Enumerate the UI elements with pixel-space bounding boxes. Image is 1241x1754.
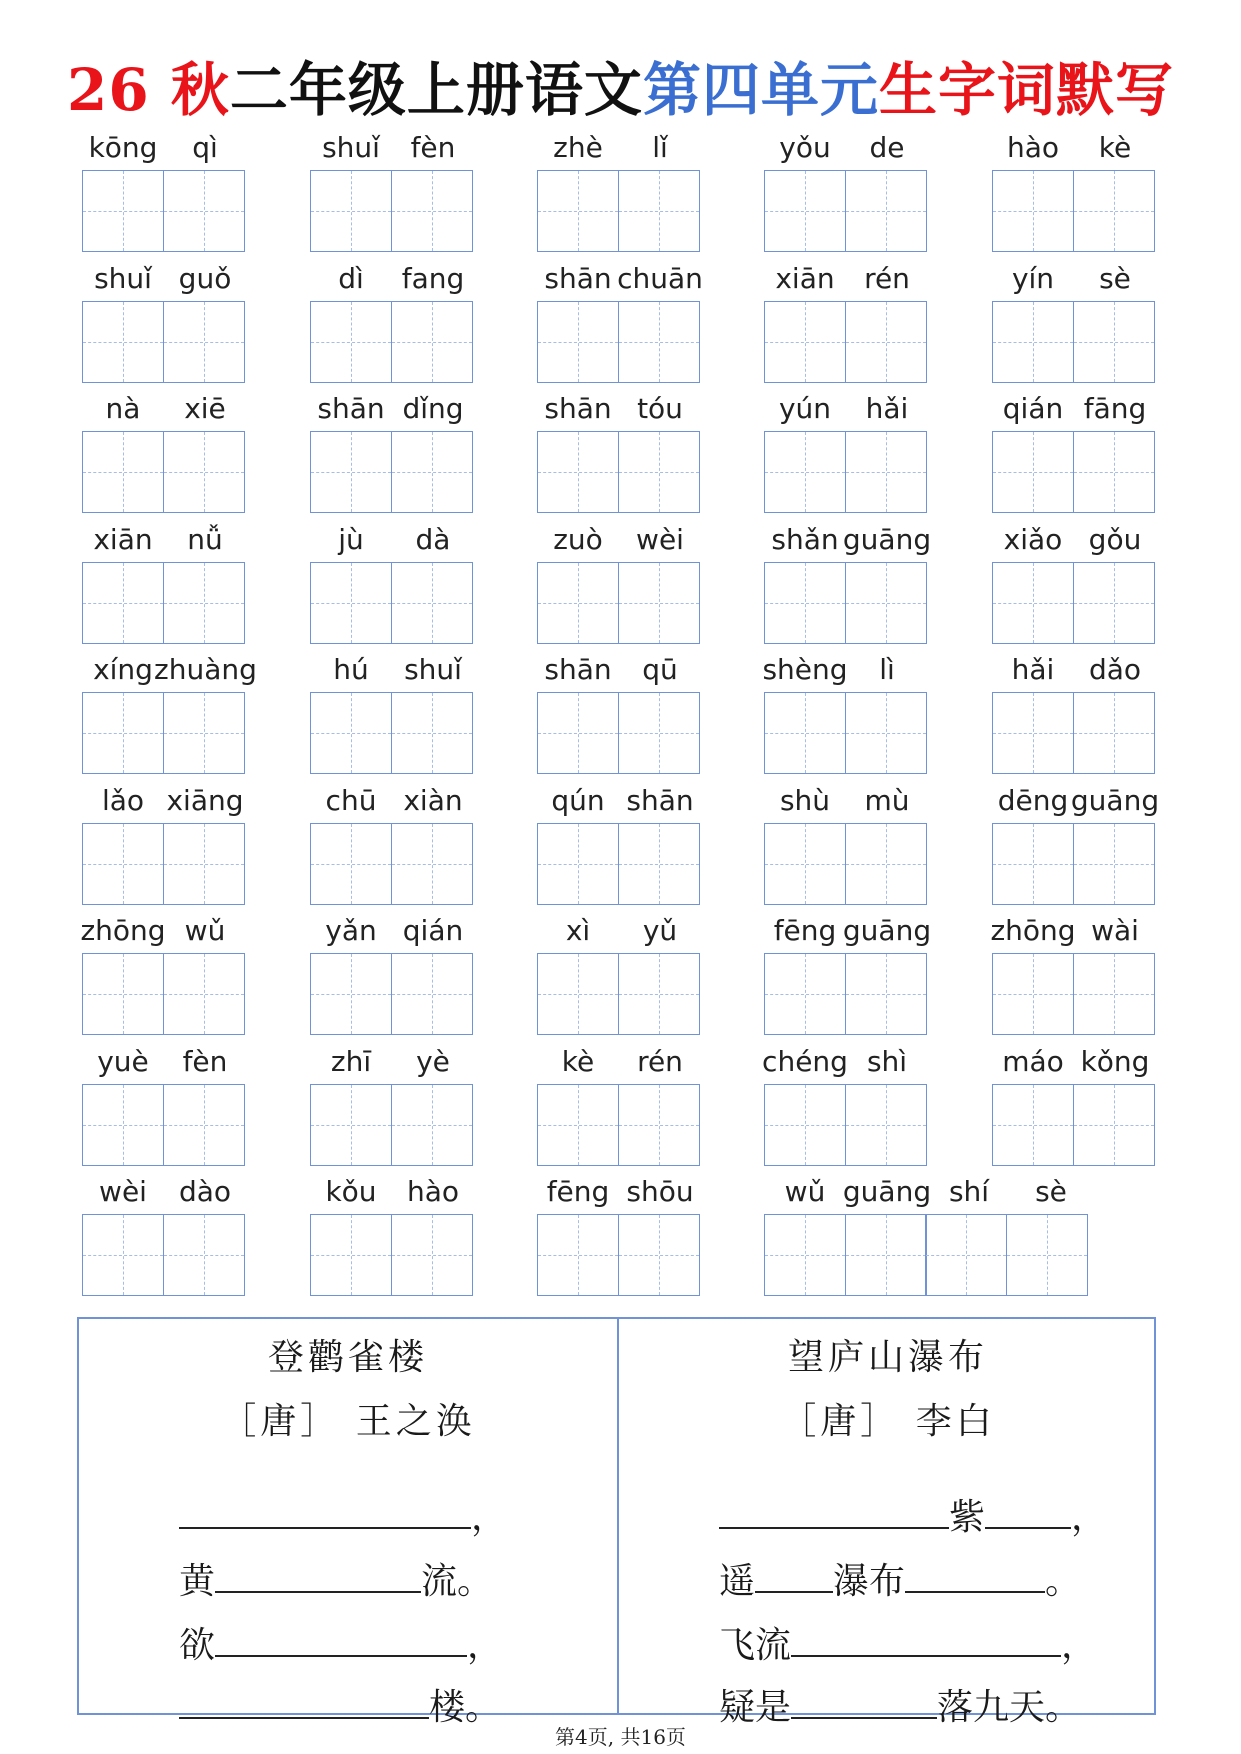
writing-cell[interactable] [537, 823, 619, 905]
writing-cell[interactable] [310, 431, 392, 513]
writing-cell[interactable] [310, 301, 392, 383]
writing-cell[interactable] [82, 1084, 164, 1166]
writing-cell[interactable] [764, 170, 846, 252]
writing-boxes [537, 1214, 698, 1296]
writing-boxes [537, 953, 698, 1035]
writing-boxes [310, 823, 471, 905]
word-item [310, 263, 474, 387]
word-item [82, 263, 246, 387]
word-item [992, 393, 1156, 517]
pinyin-label: zhōng [80, 914, 166, 947]
writing-cell[interactable] [925, 1214, 1007, 1296]
writing-cell[interactable] [82, 953, 164, 1035]
pinyin-label: jù [338, 522, 364, 556]
word-item [82, 653, 257, 778]
pinyin-label: tóu [637, 392, 683, 425]
pinyin-label: dà [415, 522, 451, 556]
writing-cell[interactable] [992, 170, 1074, 252]
writing-cell[interactable] [82, 823, 164, 905]
writing-boxes [537, 823, 698, 905]
pinyin-label: kōng [88, 131, 158, 164]
writing-boxes [310, 170, 471, 252]
writing-boxes [310, 301, 471, 383]
writing-cell[interactable] [82, 562, 164, 644]
writing-cell[interactable] [764, 562, 846, 644]
word-item [82, 1046, 246, 1170]
pinyin-label: chū [325, 783, 377, 817]
word-item [764, 522, 932, 648]
poem-line: 楼。 [179, 1677, 501, 1727]
writing-boxes [310, 953, 471, 1035]
word-item [764, 1176, 1092, 1300]
writing-boxes [992, 431, 1153, 513]
writing-cell[interactable] [845, 1084, 927, 1166]
writing-cell[interactable] [764, 301, 846, 383]
answer-blank[interactable] [215, 1615, 467, 1657]
pinyin-label: yín [1011, 261, 1055, 295]
pinyin-label: guāng [842, 1175, 932, 1208]
writing-cell[interactable] [764, 823, 846, 905]
pinyin-label: qún [551, 783, 605, 817]
writing-cell[interactable] [537, 1084, 619, 1166]
writing-boxes [310, 692, 471, 774]
writing-cell[interactable] [845, 301, 927, 383]
poem-line: 紫 ， [719, 1487, 1107, 1537]
writing-cell[interactable] [310, 823, 392, 905]
pinyin-label: yǎn [325, 914, 377, 947]
writing-cell[interactable] [537, 301, 619, 383]
title-task: 生字词默写 [878, 56, 1174, 124]
pinyin-label: nǚ [187, 522, 223, 556]
writing-cell[interactable] [1073, 431, 1155, 513]
writing-cell[interactable] [1073, 953, 1155, 1035]
pinyin-label: hǎi [1011, 653, 1055, 686]
pinyin-label: kè [1098, 131, 1132, 164]
pinyin-label: yè [416, 1044, 450, 1078]
poem-line: 黄 流。 [179, 1551, 493, 1601]
pinyin-label: dǐng [402, 392, 464, 425]
writing-cell[interactable] [82, 431, 164, 513]
pinyin-label: xiāng [166, 783, 244, 817]
writing-boxes [310, 1084, 471, 1166]
writing-cell[interactable] [537, 170, 619, 252]
writing-boxes [82, 953, 243, 1035]
writing-cell[interactable] [310, 953, 392, 1035]
answer-blank[interactable] [905, 1551, 1045, 1593]
word-item [537, 393, 701, 517]
writing-cell[interactable] [1073, 692, 1155, 774]
writing-cell[interactable] [391, 170, 473, 252]
pinyin-label: nà [105, 392, 141, 425]
word-item [82, 393, 246, 517]
pinyin-label: guāng [842, 522, 932, 556]
pinyin-label: kè [561, 1044, 595, 1078]
writing-cell[interactable] [537, 562, 619, 644]
pinyin-label: rén [864, 261, 910, 295]
answer-blank[interactable] [791, 1615, 1061, 1657]
pinyin-label: dào [178, 1175, 232, 1208]
writing-cell[interactable] [1073, 823, 1155, 905]
title-year: 26 秋 [67, 56, 230, 124]
writing-boxes [764, 301, 925, 383]
writing-cell[interactable] [391, 692, 473, 774]
pinyin-label: qū [642, 653, 678, 686]
pinyin-label: hào [1006, 131, 1060, 164]
pinyin-label: yún [778, 392, 832, 425]
poem-line: 遥 瀑布 。 [719, 1551, 1081, 1601]
writing-cell[interactable] [618, 953, 700, 1035]
writing-boxes [82, 170, 243, 252]
pinyin-label: qián [402, 914, 464, 947]
writing-cell[interactable] [764, 692, 846, 774]
pinyin-label: shèng [762, 653, 848, 686]
writing-boxes [82, 431, 243, 513]
pinyin-label: dǎo [1088, 653, 1142, 686]
writing-boxes [82, 1214, 243, 1296]
writing-cell[interactable] [163, 562, 245, 644]
pinyin-label: shí [948, 1175, 990, 1208]
writing-boxes [764, 170, 925, 252]
writing-boxes [992, 562, 1153, 644]
writing-boxes [764, 562, 925, 644]
pinyin-label: zhī [330, 1044, 372, 1078]
poem-section [77, 1317, 1156, 1728]
poem-title: 登鹳雀楼 [267, 1337, 428, 1378]
writing-cell[interactable] [82, 1214, 164, 1296]
writing-cell[interactable] [618, 431, 700, 513]
writing-cell[interactable] [845, 170, 927, 252]
writing-cell[interactable] [163, 170, 245, 252]
word-item [992, 915, 1156, 1039]
pinyin-label: yǔ [642, 914, 678, 947]
word-item [310, 1046, 474, 1170]
pinyin-label: gǒu [1088, 522, 1142, 556]
word-item [992, 1046, 1156, 1170]
writing-boxes [537, 431, 698, 513]
word-item [310, 132, 474, 256]
word-item [82, 915, 246, 1039]
writing-cell[interactable] [992, 692, 1074, 774]
writing-boxes [992, 823, 1153, 905]
answer-blank[interactable] [215, 1551, 421, 1593]
pinyin-label: máo [1002, 1044, 1064, 1078]
writing-cell[interactable] [845, 562, 927, 644]
pinyin-label: yuè [97, 1044, 149, 1078]
writing-cell[interactable] [391, 431, 473, 513]
writing-cell[interactable] [310, 170, 392, 252]
writing-cell[interactable] [310, 1084, 392, 1166]
pinyin-label: shù [779, 783, 831, 817]
word-item [537, 263, 701, 387]
word-item [992, 783, 1160, 909]
writing-boxes [764, 1214, 1086, 1296]
poem-line: 飞流 ， [719, 1615, 1097, 1665]
word-item [992, 524, 1156, 648]
pinyin-label: lǎo [101, 783, 145, 817]
writing-cell[interactable] [391, 1214, 473, 1296]
pinyin-label: shān [317, 392, 385, 425]
pinyin-label: xiē [184, 392, 226, 425]
pinyin-label: zhōng [990, 914, 1076, 947]
word-item [82, 785, 246, 909]
page-footer: 第4页, 共16页 [555, 1725, 686, 1749]
page-title [0, 52, 1241, 128]
poem-author: ［唐］ 王之涣 [220, 1401, 476, 1442]
pinyin-label: shuǐ [322, 131, 380, 164]
writing-cell[interactable] [1006, 1214, 1088, 1296]
pinyin-label: xíng [93, 653, 153, 686]
pinyin-label: shuǐ [404, 653, 462, 686]
word-item [764, 654, 928, 778]
word-item [764, 132, 928, 256]
writing-boxes [310, 562, 471, 644]
writing-boxes [992, 301, 1153, 383]
writing-boxes [82, 1084, 243, 1166]
poem-line: 欲 ， [179, 1615, 503, 1665]
writing-cell[interactable] [391, 1084, 473, 1166]
pinyin-label: fèn [410, 131, 456, 164]
pinyin-label: shān [626, 783, 694, 817]
pinyin-label: zuò [553, 522, 603, 556]
word-item [82, 524, 246, 648]
writing-boxes [82, 823, 243, 905]
writing-cell[interactable] [992, 1084, 1074, 1166]
pinyin-label: shān [544, 653, 612, 686]
pinyin-label: zhuàng [154, 653, 257, 686]
word-item [82, 132, 246, 256]
writing-cell[interactable] [163, 431, 245, 513]
answer-blank[interactable] [719, 1487, 949, 1529]
pinyin-label: hǎi [865, 392, 909, 425]
writing-boxes [537, 301, 698, 383]
writing-boxes [537, 170, 698, 252]
poem-line: ， [179, 1487, 507, 1537]
writing-cell[interactable] [82, 170, 164, 252]
writing-cell[interactable] [391, 953, 473, 1035]
answer-blank[interactable] [179, 1487, 471, 1529]
writing-cell[interactable] [163, 823, 245, 905]
pinyin-label: dì [338, 261, 364, 295]
writing-cell[interactable] [764, 431, 846, 513]
word-item [764, 1046, 928, 1170]
writing-cell[interactable] [845, 953, 927, 1035]
writing-cell[interactable] [391, 562, 473, 644]
pinyin-label: xiān [93, 522, 153, 556]
pinyin-label: shuǐ [94, 261, 152, 295]
pinyin-label: zhè [553, 131, 603, 164]
answer-blank[interactable] [791, 1677, 937, 1719]
pinyin-label: fang [401, 261, 465, 295]
writing-boxes [764, 1084, 925, 1166]
writing-cell[interactable] [1073, 170, 1155, 252]
poem-right [619, 1319, 1157, 1728]
writing-cell[interactable] [764, 1084, 846, 1166]
pinyin-label: qián [1002, 392, 1064, 425]
writing-cell[interactable] [618, 823, 700, 905]
writing-cell[interactable] [82, 692, 164, 774]
writing-cell[interactable] [537, 431, 619, 513]
answer-blank[interactable] [755, 1551, 833, 1593]
pinyin-label: wèi [636, 522, 684, 556]
writing-boxes [992, 1084, 1153, 1166]
word-item [992, 654, 1156, 778]
pinyin-label: rén [637, 1044, 683, 1078]
pinyin-label: xiǎo [1003, 522, 1063, 556]
answer-blank[interactable] [179, 1677, 429, 1719]
writing-cell[interactable] [1073, 562, 1155, 644]
pinyin-label: guǒ [178, 261, 232, 295]
word-item [764, 263, 928, 387]
writing-boxes [82, 562, 243, 644]
writing-cell[interactable] [82, 301, 164, 383]
pinyin-label: xiàn [403, 783, 463, 817]
pinyin-label: fēng [773, 914, 837, 947]
writing-cell[interactable] [618, 692, 700, 774]
writing-cell[interactable] [764, 1214, 846, 1296]
writing-cell[interactable] [845, 692, 927, 774]
word-item [310, 785, 474, 909]
word-item [310, 393, 474, 517]
writing-cell[interactable] [537, 1214, 619, 1296]
word-item [764, 914, 932, 1039]
word-item [537, 654, 701, 778]
pinyin-label: de [869, 131, 905, 164]
writing-boxes [82, 692, 243, 774]
pinyin-label: dēng [997, 783, 1069, 817]
pinyin-label: fèn [182, 1044, 228, 1078]
pinyin-label: chuān [617, 261, 703, 295]
word-item [992, 132, 1156, 256]
writing-boxes [764, 431, 925, 513]
writing-cell[interactable] [845, 431, 927, 513]
writing-boxes [764, 953, 925, 1035]
word-item [764, 785, 928, 909]
writing-cell[interactable] [163, 301, 245, 383]
word-item [537, 1046, 701, 1170]
writing-boxes [310, 1214, 471, 1296]
pinyin-label: guāng [842, 914, 932, 947]
word-item [537, 785, 701, 909]
writing-cell[interactable] [163, 1084, 245, 1166]
pinyin-label: fēng [546, 1175, 610, 1208]
poem-left [79, 1319, 617, 1728]
poem-title: 望庐山瀑布 [787, 1337, 988, 1378]
word-item [764, 393, 928, 517]
pinyin-label: wài [1091, 914, 1139, 947]
word-item [537, 915, 701, 1039]
pinyin-label: wǔ [184, 914, 226, 947]
pinyin-label: xiān [775, 261, 835, 295]
pinyin-label: yǒu [779, 131, 831, 164]
pinyin-label: kǒu [325, 1175, 377, 1208]
pinyin-label: wèi [99, 1175, 147, 1208]
word-item [310, 654, 474, 778]
writing-boxes [992, 692, 1153, 774]
word-item [537, 524, 701, 648]
writing-boxes [82, 301, 243, 383]
writing-cell[interactable] [992, 562, 1074, 644]
word-item [310, 1176, 474, 1300]
writing-cell[interactable] [310, 1214, 392, 1296]
pinyin-label: guāng [1070, 783, 1160, 817]
writing-boxes [537, 692, 698, 774]
pinyin-label: lǐ [652, 131, 668, 164]
pinyin-label: mù [864, 783, 910, 817]
writing-cell[interactable] [163, 953, 245, 1035]
writing-cell[interactable] [618, 1084, 700, 1166]
writing-boxes [537, 1084, 698, 1166]
writing-cell[interactable] [764, 953, 846, 1035]
word-item [537, 1176, 701, 1300]
writing-cell[interactable] [1073, 1084, 1155, 1166]
writing-cell[interactable] [310, 562, 392, 644]
writing-cell[interactable] [618, 170, 700, 252]
writing-cell[interactable] [391, 301, 473, 383]
writing-boxes [764, 823, 925, 905]
writing-cell[interactable] [391, 823, 473, 905]
pinyin-label: shǎn [771, 522, 839, 556]
word-item [310, 524, 474, 648]
pinyin-label: shān [544, 261, 612, 295]
writing-boxes [764, 692, 925, 774]
answer-blank[interactable] [985, 1487, 1071, 1529]
writing-cell[interactable] [845, 1214, 927, 1296]
pinyin-label: wǔ [784, 1175, 826, 1208]
title-grade: 二年级上册语文 [229, 56, 643, 124]
pinyin-label: fāng [1083, 392, 1147, 425]
word-item [310, 915, 474, 1039]
word-item [992, 263, 1156, 387]
pinyin-label: sè [1035, 1175, 1067, 1208]
pinyin-label: xì [565, 914, 591, 947]
pinyin-label: lì [879, 653, 895, 686]
poem-author: ［唐］ 李白 [780, 1401, 996, 1442]
writing-cell[interactable] [1073, 301, 1155, 383]
pinyin-label: qì [192, 131, 218, 164]
writing-cell[interactable] [992, 823, 1074, 905]
writing-cell[interactable] [618, 301, 700, 383]
writing-cell[interactable] [310, 692, 392, 774]
writing-cell[interactable] [537, 953, 619, 1035]
word-item [82, 1176, 246, 1300]
writing-cell[interactable] [163, 1214, 245, 1296]
writing-boxes [992, 953, 1153, 1035]
writing-cell[interactable] [163, 692, 245, 774]
writing-cell[interactable] [537, 692, 619, 774]
writing-boxes [310, 431, 471, 513]
pinyin-label: hú [333, 653, 369, 686]
writing-cell[interactable] [845, 823, 927, 905]
pinyin-label: shōu [626, 1175, 694, 1208]
writing-cell[interactable] [618, 562, 700, 644]
title-unit: 第四单元 [642, 56, 879, 124]
writing-cell[interactable] [992, 301, 1074, 383]
pinyin-label: shān [544, 392, 612, 425]
pinyin-label: sè [1099, 261, 1131, 295]
writing-cell[interactable] [992, 953, 1074, 1035]
writing-cell[interactable] [992, 431, 1074, 513]
writing-boxes [537, 562, 698, 644]
word-item [537, 132, 701, 256]
writing-boxes [992, 170, 1153, 252]
pinyin-label: hào [406, 1175, 460, 1208]
poem-line: 疑是 落九天。 [719, 1677, 1081, 1727]
pinyin-label: shì [866, 1044, 908, 1078]
pinyin-label: kǒng [1080, 1044, 1150, 1078]
pinyin-label: chéng [762, 1044, 848, 1078]
writing-cell[interactable] [618, 1214, 700, 1296]
